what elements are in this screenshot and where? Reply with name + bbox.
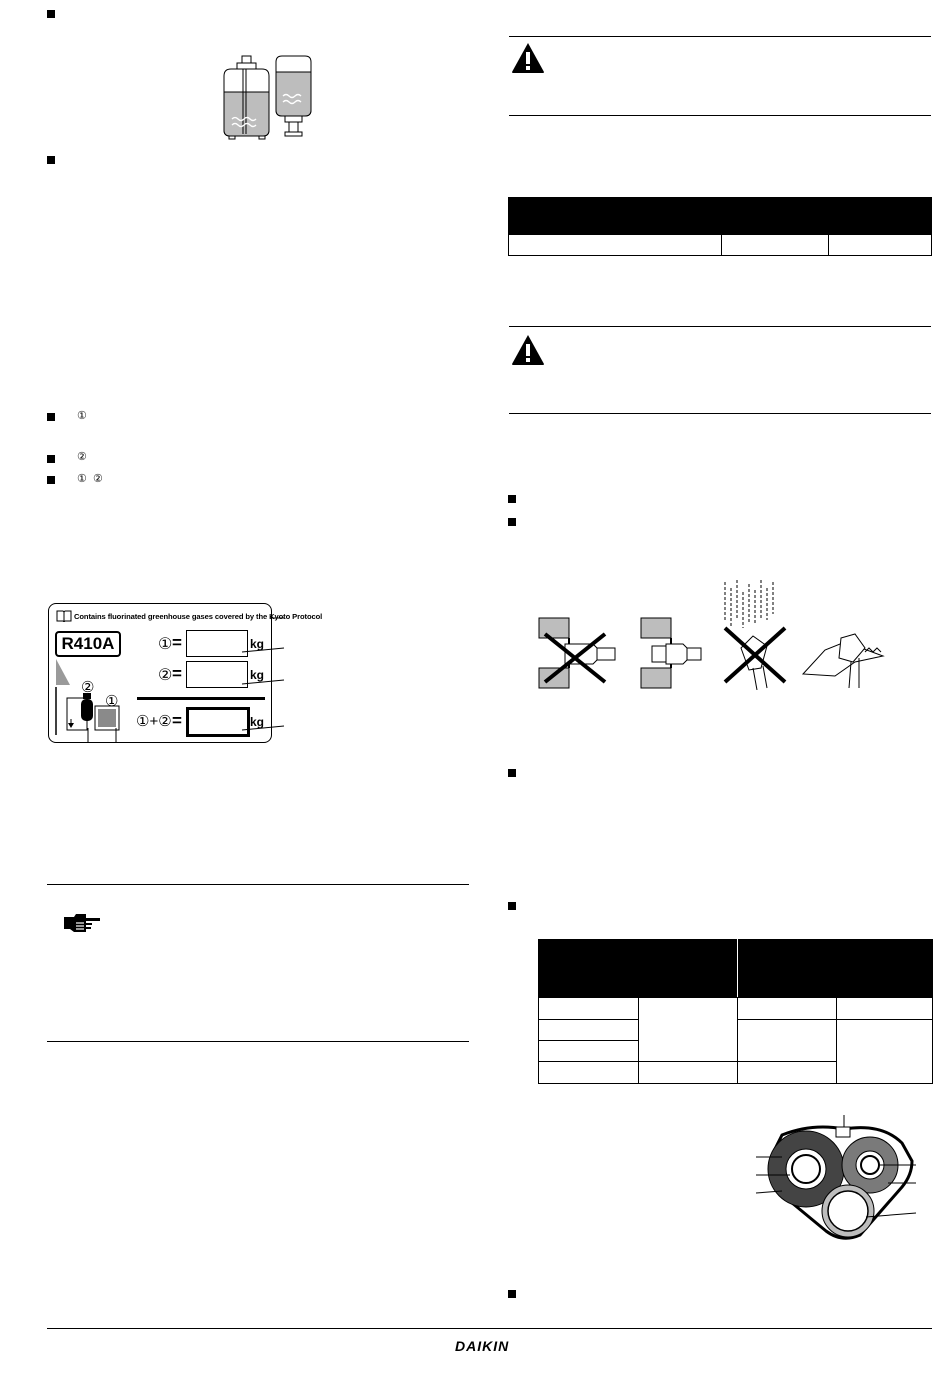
- total-equals: =: [172, 711, 182, 730]
- label-side-graphics: [50, 655, 140, 743]
- table-cell: [738, 1061, 837, 1083]
- table-cell: [539, 1061, 639, 1083]
- spec-table-1: [508, 197, 932, 256]
- row1-field[interactable]: [186, 630, 248, 657]
- warning-icon: [511, 334, 545, 366]
- table-cell: [837, 998, 933, 1019]
- label-leader-lines: [240, 612, 285, 732]
- refrigerant-type-badge: R410A: [55, 631, 121, 657]
- bullet-square: [47, 476, 55, 484]
- manual-book-icon: [56, 610, 72, 622]
- footer-rule: [47, 1328, 932, 1329]
- table-cell: [639, 998, 738, 1061]
- marker-1-2: ① ②: [77, 473, 103, 485]
- pipe-end-protection-illustration: [535, 578, 890, 690]
- table-cell: [539, 998, 639, 1019]
- table-cell: [829, 235, 932, 256]
- refrigerant-cylinders-illustration: [215, 52, 315, 142]
- label-header-text: Contains fluorinated greenhouse gases covered by the Kyoto Protocol: [74, 612, 323, 621]
- table-cell: [539, 1019, 639, 1040]
- pointing-hand-icon: [62, 911, 102, 935]
- table-cell: [738, 998, 837, 1019]
- row1-unit: kg: [250, 637, 265, 651]
- row1-equals: =: [172, 633, 182, 652]
- bullet-square: [508, 1290, 516, 1298]
- bullet-square: [47, 156, 55, 164]
- total-symbol: ①+②: [136, 713, 172, 730]
- bullet-square: [508, 902, 516, 910]
- row1-symbol: ①: [158, 636, 173, 653]
- warning1-top-rule: [509, 36, 931, 37]
- marker-1: ①: [77, 410, 87, 422]
- total-unit: kg: [250, 715, 265, 729]
- note-top-rule: [47, 884, 469, 885]
- bullet-square: [47, 10, 55, 18]
- warning-icon: [511, 42, 545, 74]
- row2-unit: kg: [250, 668, 265, 682]
- brand-logo: DAIKIN: [455, 1338, 510, 1354]
- table-header-row: [509, 198, 932, 235]
- table-cell: [837, 1019, 933, 1083]
- table-cell: [509, 235, 722, 256]
- bullet-square: [508, 769, 516, 777]
- table-cell: [722, 235, 829, 256]
- bottle-symbol: ②: [81, 679, 95, 696]
- table-header-cell: [509, 198, 932, 235]
- row2-symbol: ②: [158, 667, 173, 684]
- note-bottom-rule: [47, 1041, 469, 1042]
- warning2-bottom-rule: [509, 413, 931, 414]
- table-cell: [539, 1040, 639, 1061]
- warning2-top-rule: [509, 326, 931, 327]
- spec-table-2: [538, 939, 933, 1084]
- bullet-square: [47, 455, 55, 463]
- table-cell: [738, 1019, 837, 1061]
- bullet-square: [47, 413, 55, 421]
- table-row: [509, 235, 932, 256]
- table-header-cell: [738, 940, 933, 998]
- table-cell: [639, 1061, 738, 1083]
- warning1-bottom-rule: [509, 115, 931, 116]
- row2-field[interactable]: [186, 661, 248, 688]
- bullet-square: [508, 518, 516, 526]
- table-header-cell: [539, 940, 738, 998]
- marker-2: ②: [77, 451, 87, 463]
- row2-equals: =: [172, 664, 182, 683]
- pipe-insulation-cross-section: [752, 1113, 922, 1243]
- bullet-square: [508, 495, 516, 503]
- table-row: [539, 998, 933, 1019]
- box-symbol: ①: [105, 693, 119, 710]
- table-header-row: [539, 940, 933, 998]
